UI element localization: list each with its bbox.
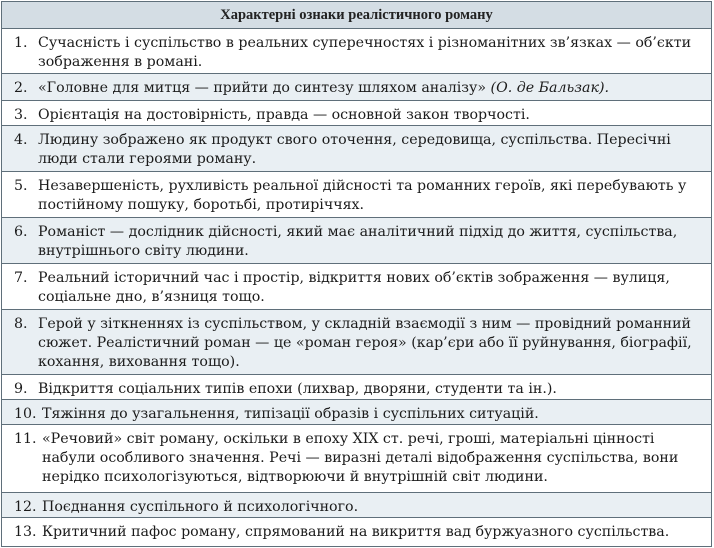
row-text: Критичний пафос роману, спрямований на викриття вад буржуазного суспільства.: [42, 524, 670, 540]
row-number: 9.: [14, 381, 28, 397]
table-row: [2, 218, 711, 264]
row-text: Незавершеність, рухливість реальної дійсності та романних героїв, які перебувають у постійному пошуку, боротьбі, протиріччях.: [38, 178, 687, 213]
table-row: [2, 493, 711, 518]
table-row: [2, 172, 711, 218]
row-author: (О. де Бальзак).: [490, 80, 609, 96]
row-text: Поєднання суспільного й психологічного.: [42, 499, 359, 515]
row-quote: «Головне для митця — прийти до синтезу шляхом аналізу»: [38, 80, 491, 96]
table-row: [2, 264, 711, 310]
table-title: Характерні ознаки реалістичного роману: [2, 2, 711, 29]
features-table: [1, 1, 712, 547]
row-number: 4.: [14, 132, 28, 148]
table-body: [2, 29, 711, 546]
table-row: [2, 126, 711, 172]
table-row: [2, 375, 711, 400]
row-text: Відкриття соціальних типів епохи (лихвар, дворяни, студенти та ін.).: [38, 381, 557, 397]
row-text: Орієнтація на достовірність, правда — основной закон творчості.: [38, 107, 530, 123]
table-row: [2, 101, 711, 126]
row-text: «Речовий» світ роману, оскільки в епоху XIX ст. речі, гроші, матеріальні цінності набули особливого значення. Речі — виразні деталі відображення суспільства, вони нерідко психологізуються, відтворюючи й внутрішній світ людини.: [42, 431, 679, 485]
row-text: Тяжіння до узагальнення, типізації образів і суспільних ситуацій.: [42, 406, 539, 422]
row-number: 5.: [14, 178, 28, 194]
row-number: 7.: [14, 270, 28, 286]
row-number: 11.: [14, 431, 37, 447]
row-number: 2.: [14, 80, 28, 96]
row-number: 1.: [14, 35, 28, 51]
table-row: [2, 310, 711, 375]
row-text: Людину зображено як продукт свого оточення, середовища, суспільства. Пересічні люди стали героями роману.: [38, 132, 671, 167]
row-number: 13.: [14, 524, 37, 540]
table-row: [2, 518, 711, 545]
row-text: Сучасність і суспільство в реальних суперечностях і різноманітних зв’язках — об’єкти зображення в романі.: [38, 35, 692, 70]
row-text: [36, 79, 703, 98]
table-row: [2, 74, 711, 101]
table-row: [2, 425, 711, 493]
row-number: 3.: [14, 107, 28, 123]
row-text: Герой у зіткненнях із суспільством, у складній взаємодії з ним — провідний романний сюжет. Реалістичний роман — це «роман героя» (кар’єри або її руйнування, біографії, кохання, виховання тощо).: [38, 316, 692, 370]
row-number: 8.: [14, 316, 28, 332]
row-number: 10.: [14, 406, 37, 422]
table-row: [2, 29, 711, 74]
row-text: Романіст — дослідник дійсності, який має аналітичний підхід до життя, суспільства, внутрішнього світу людини.: [38, 224, 678, 259]
row-text: Реальний історичний час і простір, відкриття нових об’єктів зображення — вулиця, соціальне дно, в’язниця тощо.: [38, 270, 670, 305]
table-row: [2, 400, 711, 425]
row-number: 6.: [14, 224, 28, 240]
row-number: 12.: [14, 499, 37, 515]
